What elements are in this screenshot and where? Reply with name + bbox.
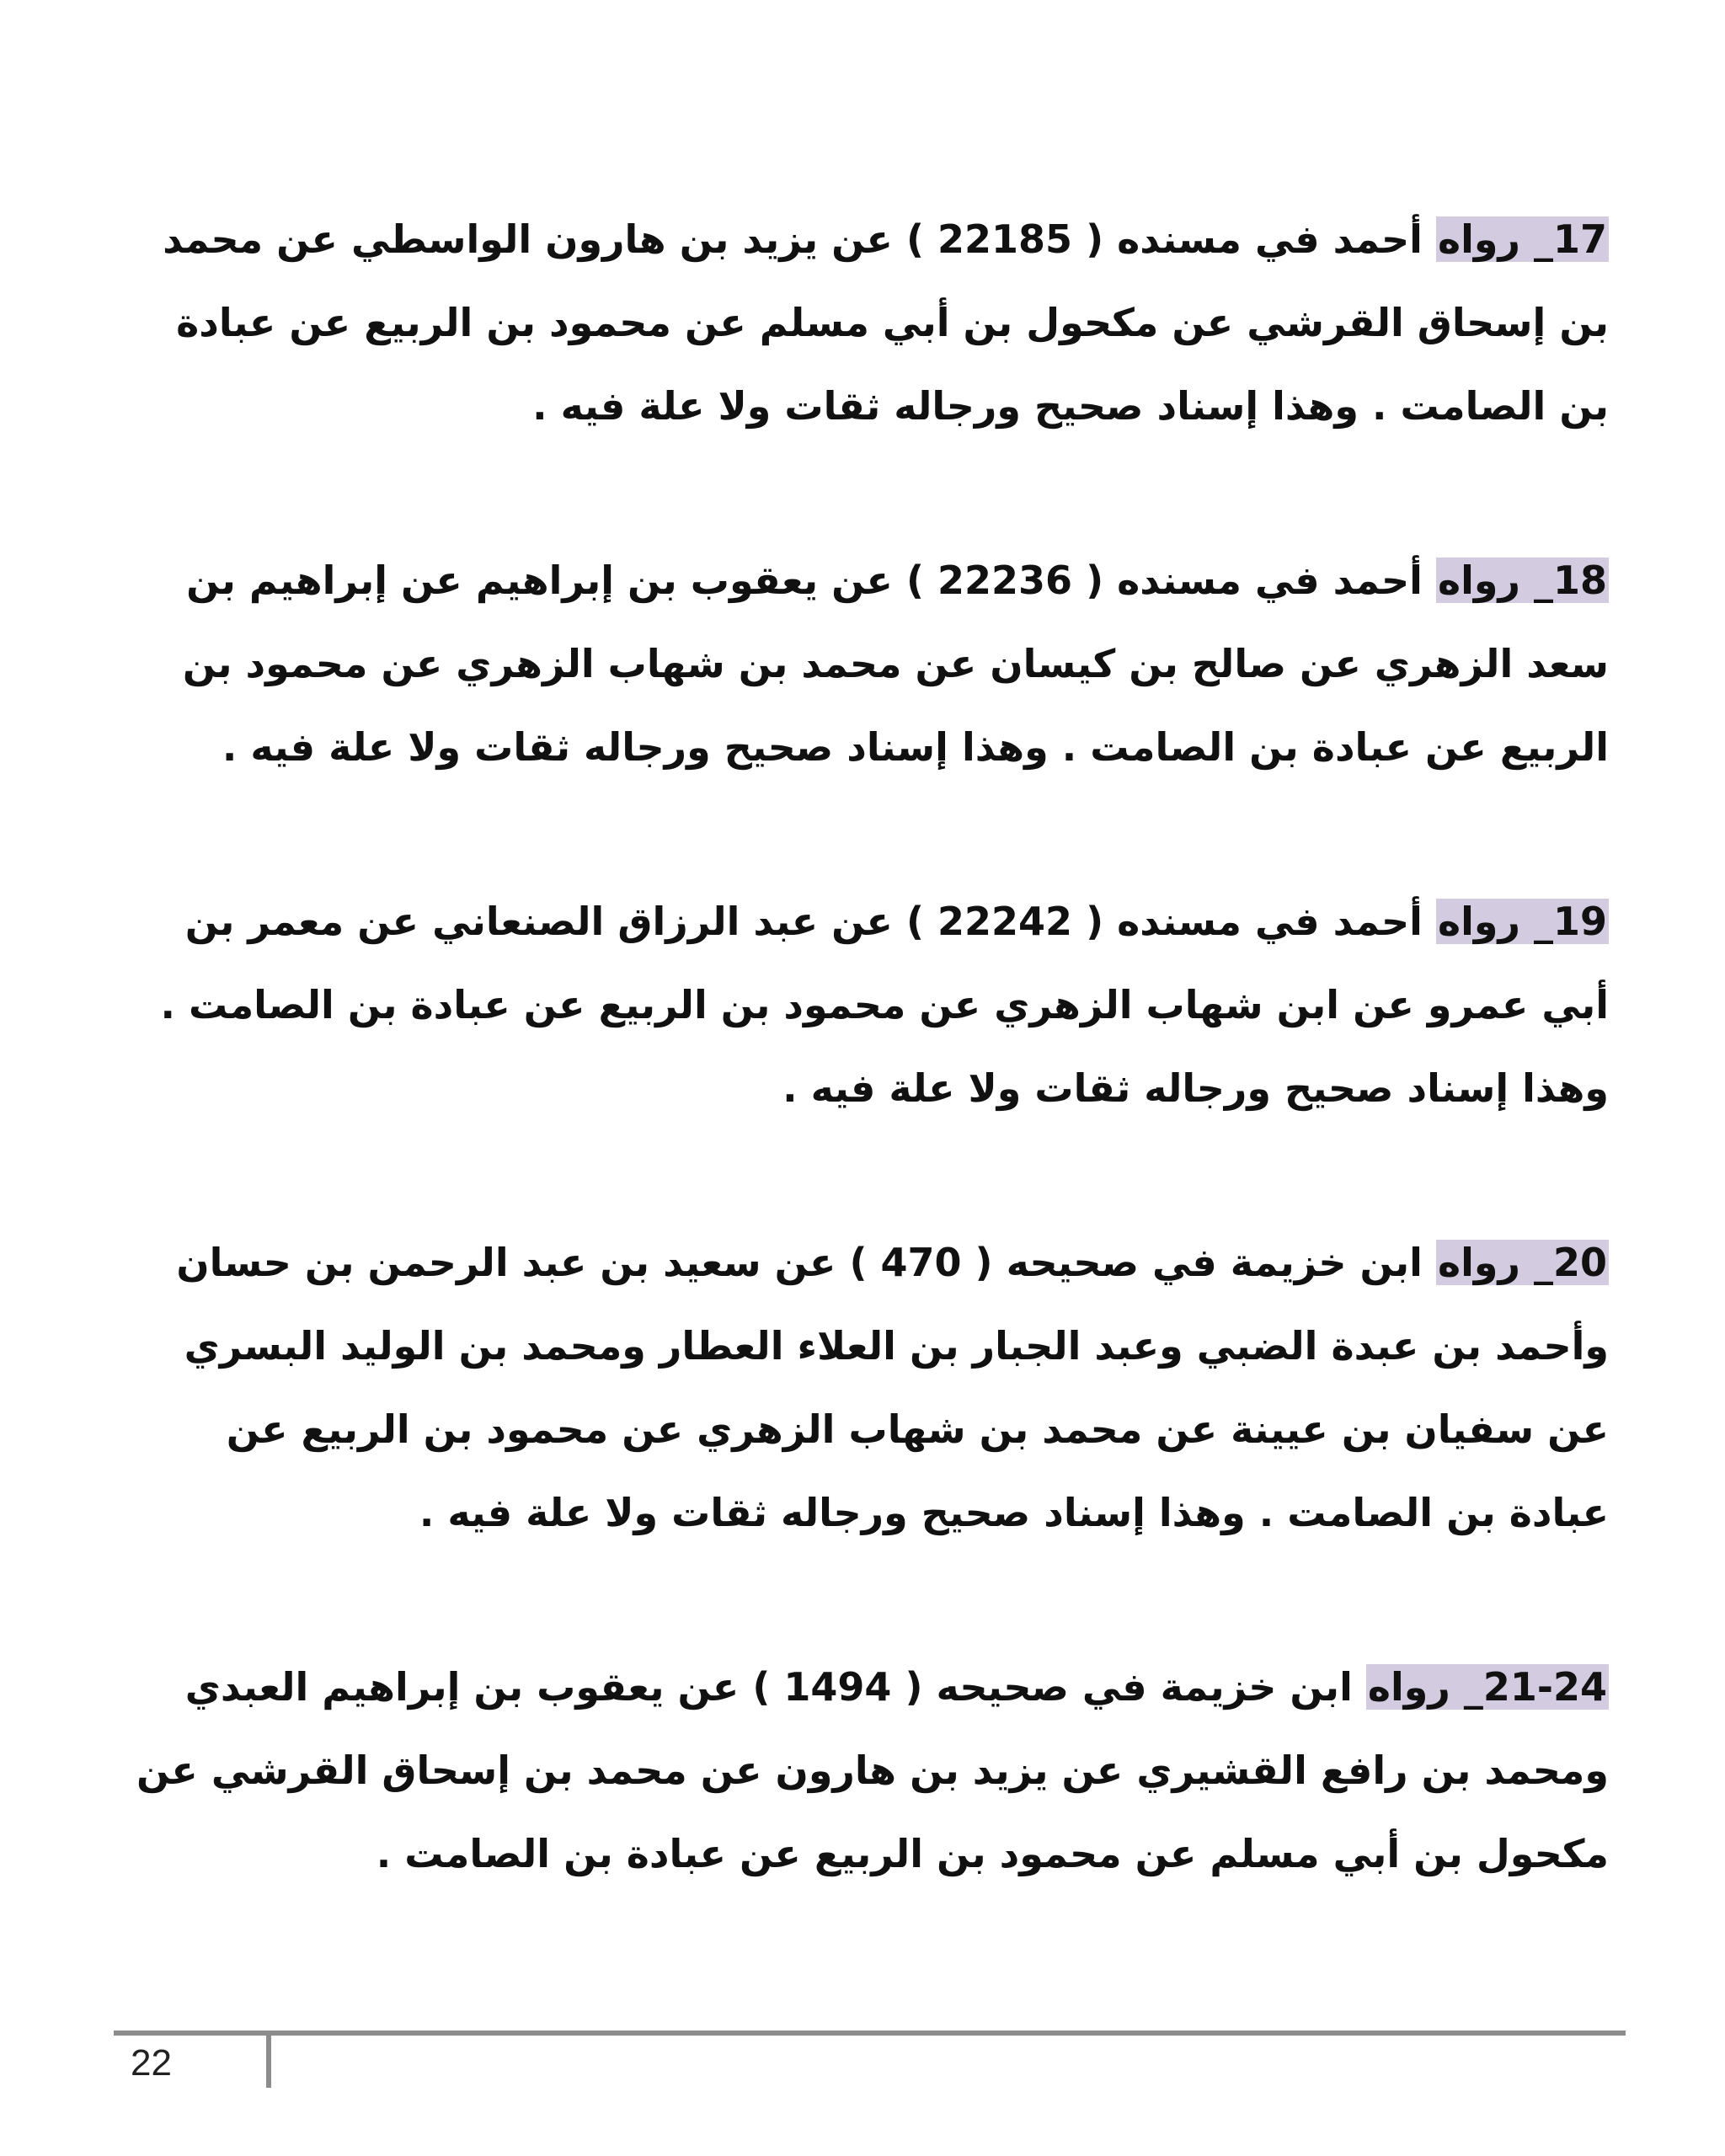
page-number: 22 [131,2042,172,2084]
footer-tick-divider [266,2031,271,2088]
entry-text: أحمد في مسنده ( 22236 ) عن يعقوب بن إبراهيم عن إبراهيم بن سعد الزهري عن صالح بن كيسان عن محمد بن شهاب الزهري عن محمود بن الربيع عن عبادة بن الصامت . وهذا إسناد صحيح ورجاله ثقات ولا علة فيه . [182,558,1609,770]
entry-number-highlight: 19_ رواه [1437,899,1607,944]
footer-rule [114,2031,1626,2036]
entry-text: ابن خزيمة في صحيحه ( 1494 ) عن يعقوب بن إبراهيم العبدي ومحمد بن رافع القشيري عن يزيد بن هارون عن محمد بن إسحاق القرشي عن مكحول بن أبي مسلم عن محمود بن الربيع عن عبادة بن الصامت . [136,1664,1609,1876]
entry-number-highlight: 18_ رواه [1437,558,1607,603]
entry-text: ابن خزيمة في صحيحه ( 470 ) عن سعيد بن عبد الرحمن بن حسان وأحمد بن عبدة الضبي وعبد الجبار بن العلاء العطار ومحمد بن الوليد البسري عن سفيان بن عيينة عن محمد بن شهاب الزهري عن محمود بن الربيع عن عبادة بن الصامت . وهذا إسناد صحيح ورجاله ثقات ولا علة فيه . [176,1240,1609,1535]
entry-number-highlight: 17_ رواه [1437,216,1607,262]
entry-text: أحمد في مسنده ( 22185 ) عن يزيد بن هارون الواسطي عن محمد بن إسحاق القرشي عن مكحول بن أبي مسلم عن محمود بن الربيع عن عبادة بن الصامت . وهذا إسناد صحيح ورجاله ثقات ولا علة فيه . [163,216,1609,429]
hadith-entry-20 [126,1221,1609,1555]
entry-text: أحمد في مسنده ( 22242 ) عن عبد الرزاق الصنعاني عن معمر بن أبي عمرو عن ابن شهاب الزهري عن محمود بن الربيع عن عبادة بن الصامت . وهذا إسناد صحيح ورجاله ثقات ولا علة فيه . [160,899,1609,1111]
hadith-entry-18 [126,539,1609,789]
entry-number-highlight: 21-24_ رواه [1367,1664,1607,1710]
entry-number-highlight: 20_ رواه [1437,1240,1607,1285]
hadith-entry-19 [126,880,1609,1130]
hadith-entry-17 [126,198,1609,448]
page-body [126,198,1609,1987]
hadith-entry-21-24 [126,1646,1609,1896]
